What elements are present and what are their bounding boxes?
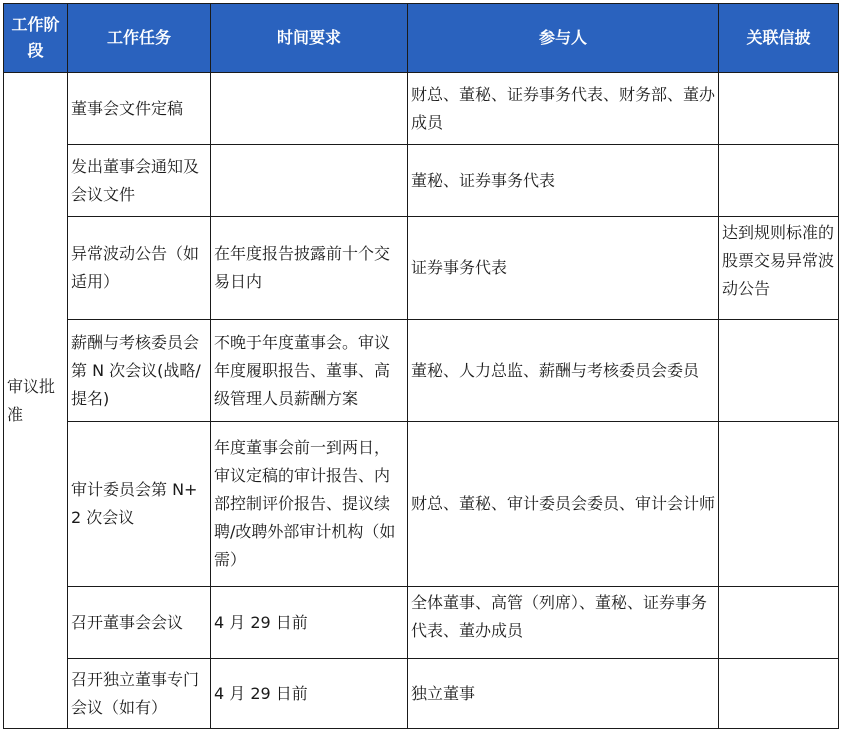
disclosure-cell	[719, 587, 839, 659]
people-cell: 董秘、证券事务代表	[408, 145, 719, 217]
task-cell: 审计委员会第 N+2 次会议	[68, 422, 211, 587]
time-cell: 在年度报告披露前十个交易日内	[211, 217, 408, 320]
disclosure-cell	[719, 73, 839, 145]
header-disclosure: 关联信披	[719, 4, 839, 73]
header-stage: 工作阶段	[4, 4, 68, 73]
time-cell	[211, 73, 408, 145]
task-cell: 董事会文件定稿	[68, 73, 211, 145]
disclosure-cell: 达到规则标准的股票交易异常波动公告	[719, 217, 839, 320]
stage-cell: 审议批准	[4, 73, 68, 729]
time-cell: 4 月 29 日前	[211, 659, 408, 729]
disclosure-cell	[719, 320, 839, 422]
people-cell: 证券事务代表	[408, 217, 719, 320]
time-cell: 4 月 29 日前	[211, 587, 408, 659]
time-cell: 年度董事会前一到两日，审议定稿的审计报告、内部控制评价报告、提议续聘/改聘外部审计机构（如需）	[211, 422, 408, 587]
work-plan-table	[3, 3, 839, 729]
time-cell: 不晚于年度董事会。审议年度履职报告、董事、高级管理人员薪酬方案	[211, 320, 408, 422]
people-cell: 财总、董秘、证券事务代表、财务部、董办成员	[408, 73, 719, 145]
task-cell: 发出董事会通知及会议文件	[68, 145, 211, 217]
table-row	[4, 422, 839, 587]
disclosure-cell	[719, 145, 839, 217]
header-task: 工作任务	[68, 4, 211, 73]
disclosure-cell	[719, 659, 839, 729]
task-cell: 召开独立董事专门会议（如有）	[68, 659, 211, 729]
table-row	[4, 659, 839, 729]
header-people: 参与人	[408, 4, 719, 73]
people-cell: 独立董事	[408, 659, 719, 729]
task-cell: 召开董事会会议	[68, 587, 211, 659]
header-row	[4, 4, 839, 73]
task-cell: 薪酬与考核委员会第 N 次会议(战略/提名)	[68, 320, 211, 422]
table-row	[4, 217, 839, 320]
people-cell: 财总、董秘、审计委员会委员、审计会计师	[408, 422, 719, 587]
table-row	[4, 320, 839, 422]
people-cell: 董秘、人力总监、薪酬与考核委员会委员	[408, 320, 719, 422]
table-row	[4, 145, 839, 217]
time-cell	[211, 145, 408, 217]
table-row	[4, 587, 839, 659]
disclosure-cell	[719, 422, 839, 587]
header-time: 时间要求	[211, 4, 408, 73]
people-cell: 全体董事、高管（列席）、董秘、证券事务代表、董办成员	[408, 587, 719, 659]
task-cell: 异常波动公告（如适用）	[68, 217, 211, 320]
table-row	[4, 73, 839, 145]
